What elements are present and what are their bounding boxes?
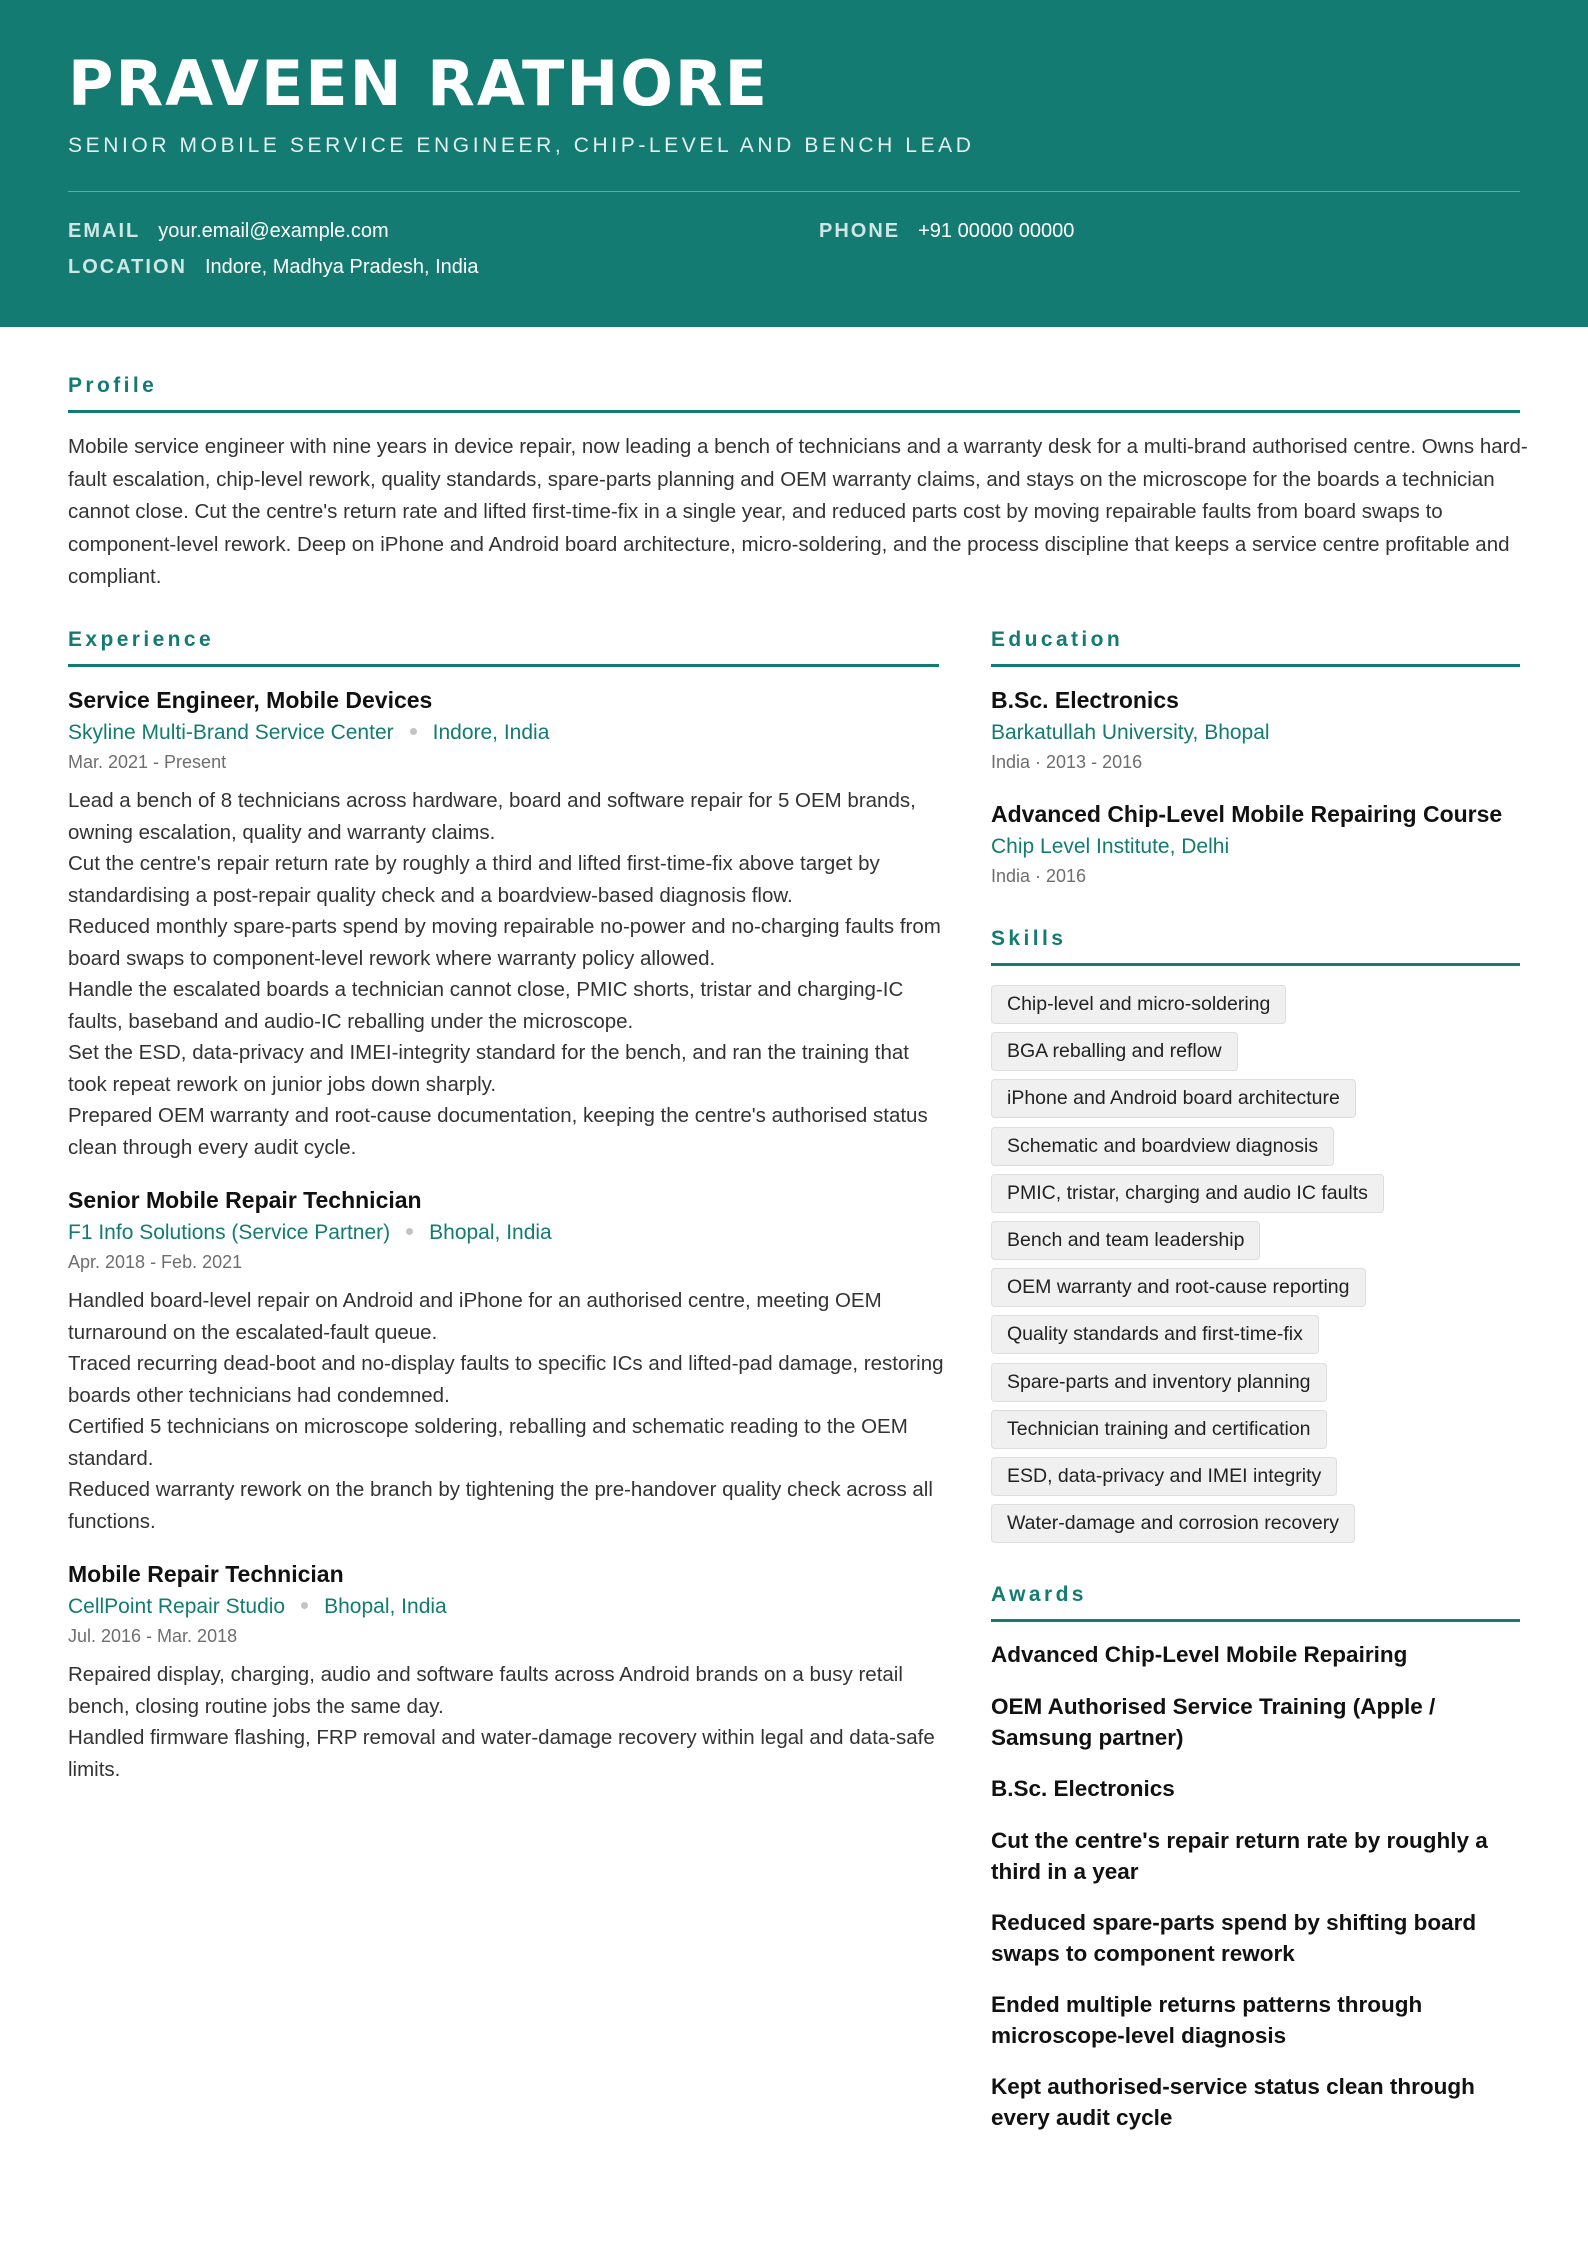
section-heading-skills: Skills xyxy=(991,927,1067,950)
email-value[interactable]: your.email@example.com xyxy=(158,220,389,242)
section-rule-education xyxy=(991,664,1520,667)
section-rule-awards xyxy=(991,1619,1520,1622)
job-company-location xyxy=(68,1218,948,1248)
job-bullet: Handled board-level repair on Android and iPhone for an authorised centre, meeting OEM turnaround on the escalated-fault queue. xyxy=(68,1289,882,1344)
skill-chip: ESD, data-privacy and IMEI integrity xyxy=(991,1457,1337,1496)
job-bullet: Reduced warranty rework on the branch by tightening the pre-handover quality check across all functions. xyxy=(68,1478,933,1533)
job-dates: Mar. 2021 - Present xyxy=(68,752,227,772)
job-bullets xyxy=(68,1285,948,1537)
email-label: EMAIL xyxy=(68,220,141,242)
job-location: Indore, India xyxy=(432,721,550,744)
education-school: Chip Level Institute, Delhi xyxy=(991,835,1230,858)
separator-dot xyxy=(410,728,417,735)
award-item: Reduced spare-parts spend by shifting board swaps to component rework xyxy=(991,1910,1477,1966)
location-value: Indore, Madhya Pradesh, India xyxy=(204,256,479,278)
job-company-location xyxy=(68,718,948,748)
location-label: LOCATION xyxy=(68,256,187,278)
contact-email xyxy=(68,218,389,244)
phone-value[interactable]: +91 00000 00000 xyxy=(918,220,1075,242)
experience-entry xyxy=(68,1185,948,1537)
phone-label: PHONE xyxy=(819,220,901,242)
candidate-name: PRAVEEN RATHORE xyxy=(68,47,770,120)
contact-location xyxy=(68,254,478,280)
job-location: Bhopal, India xyxy=(324,1595,447,1618)
education-school: Barkatullah University, Bhopal xyxy=(991,721,1270,744)
skill-chip: iPhone and Android board architecture xyxy=(991,1079,1356,1118)
job-bullet: Set the ESD, data-privacy and IMEI-integrity standard for the bench, and ran the training that took repeat rework on junior jobs down sharply. xyxy=(68,1041,909,1096)
section-heading-education: Education xyxy=(991,628,1124,651)
education-degree: B.Sc. Electronics xyxy=(991,687,1179,713)
award-item: OEM Authorised Service Training (Apple / Samsung partner) xyxy=(991,1694,1436,1750)
job-bullet: Prepared OEM warranty and root-cause documentation, keeping the centre's authorised status clean through every audit cycle. xyxy=(68,1104,928,1159)
job-company: CellPoint Repair Studio xyxy=(68,1595,286,1618)
award-item: Kept authorised-service status clean through every audit cycle xyxy=(991,2074,1475,2130)
job-dates: Jul. 2016 - Mar. 2018 xyxy=(68,1626,238,1646)
job-bullets xyxy=(68,785,948,1163)
job-bullet: Handled firmware flashing, FRP removal and water-damage recovery within legal and data-safe limits. xyxy=(68,1726,935,1781)
job-bullets xyxy=(68,1659,948,1785)
award-item: Advanced Chip-Level Mobile Repairing xyxy=(991,1642,1408,1667)
separator-dot xyxy=(406,1228,413,1235)
section-rule-profile xyxy=(68,410,1520,413)
job-bullet: Cut the centre's repair return rate by roughly a third and lifted first-time-fix above target by standardising a post-repair quality check and a boardview-based diagnosis flow. xyxy=(68,852,880,907)
job-bullet: Traced recurring dead-boot and no-display faults to specific ICs and lifted-pad damage, restoring boards other technicians had condemned. xyxy=(68,1352,944,1407)
skill-chip: Schematic and boardview diagnosis xyxy=(991,1127,1334,1166)
skill-chip: BGA reballing and reflow xyxy=(991,1032,1238,1071)
award-item: Ended multiple returns patterns through microscope-level diagnosis xyxy=(991,1992,1423,2048)
job-location: Bhopal, India xyxy=(429,1221,552,1244)
job-title: Senior Mobile Repair Technician xyxy=(68,1187,422,1213)
skill-chip: Quality standards and first-time-fix xyxy=(991,1315,1319,1354)
job-bullet: Lead a bench of 8 technicians across hardware, board and software repair for 5 OEM brands, owning escalation, quality and warranty claims. xyxy=(68,789,916,844)
skill-chip: Spare-parts and inventory planning xyxy=(991,1363,1327,1402)
job-bullet: Reduced monthly spare-parts spend by moving repairable no-power and no-charging faults from board swaps to component-level rework where warranty policy allowed. xyxy=(68,915,941,970)
skill-chip: Technician training and certification xyxy=(991,1410,1327,1449)
skill-chip: Chip-level and micro-soldering xyxy=(991,985,1286,1024)
candidate-tagline: SENIOR MOBILE SERVICE ENGINEER, CHIP-LEVEL AND BENCH LEAD xyxy=(68,134,975,157)
section-heading-experience: Experience xyxy=(68,628,215,651)
education-degree: Advanced Chip-Level Mobile Repairing Course xyxy=(991,801,1503,827)
experience-entry xyxy=(68,685,948,1163)
job-bullet: Repaired display, charging, audio and software faults across Android brands on a busy retail bench, closing routine jobs the same day. xyxy=(68,1663,903,1718)
education-entry xyxy=(991,685,1531,775)
job-bullet: Handle the escalated boards a technician cannot close, PMIC shorts, tristar and charging-IC faults, baseband and audio-IC reballing under the microscope. xyxy=(68,978,904,1033)
education-meta: India · 2013 - 2016 xyxy=(991,752,1143,772)
job-dates: Apr. 2018 - Feb. 2021 xyxy=(68,1252,243,1272)
job-bullet: Certified 5 technicians on microscope soldering, reballing and schematic reading to the OEM standard. xyxy=(68,1415,908,1470)
skill-chip: OEM warranty and root-cause reporting xyxy=(991,1268,1366,1307)
skill-chip: Water-damage and corrosion recovery xyxy=(991,1504,1355,1543)
resume-header xyxy=(0,0,1588,327)
profile-summary: Mobile service engineer with nine years in device repair, now leading a bench of technicians and a warranty desk for a multi-brand authorised centre. Owns hard-fault escalation, chip-level rework, quality standards, spare-parts planning and OEM warranty claims, and stays on the microscope for the boards a technician cannot close. Cut the centre's return rate and lifted first-time-fix in a single year, and reduced parts cost by moving repairable faults from board swaps to component-level rework. Deep on iPhone and Android board architecture, micro-soldering, and the process discipline that keeps a service centre profitable and compliant. xyxy=(68,435,1528,588)
section-rule-skills xyxy=(991,963,1520,966)
skills-list xyxy=(991,985,1531,1551)
section-heading-profile: Profile xyxy=(68,374,158,397)
experience-entry xyxy=(68,1559,948,1785)
award-item: B.Sc. Electronics xyxy=(991,1776,1175,1801)
education-entry xyxy=(991,799,1531,889)
education-meta: India · 2016 xyxy=(991,866,1087,886)
job-company-location xyxy=(68,1592,948,1622)
job-company: F1 Info Solutions (Service Partner) xyxy=(68,1221,391,1244)
skill-chip: PMIC, tristar, charging and audio IC faults xyxy=(991,1174,1384,1213)
section-rule-experience xyxy=(68,664,939,667)
job-title: Service Engineer, Mobile Devices xyxy=(68,687,433,713)
skill-chip: Bench and team leadership xyxy=(991,1221,1260,1260)
job-title: Mobile Repair Technician xyxy=(68,1561,344,1587)
award-item: Cut the centre's repair return rate by roughly a third in a year xyxy=(991,1828,1488,1884)
contact-phone xyxy=(819,218,1074,244)
job-company: Skyline Multi-Brand Service Center xyxy=(68,721,394,744)
separator-dot xyxy=(301,1602,308,1609)
section-heading-awards: Awards xyxy=(991,1583,1087,1606)
header-divider xyxy=(68,191,1520,192)
